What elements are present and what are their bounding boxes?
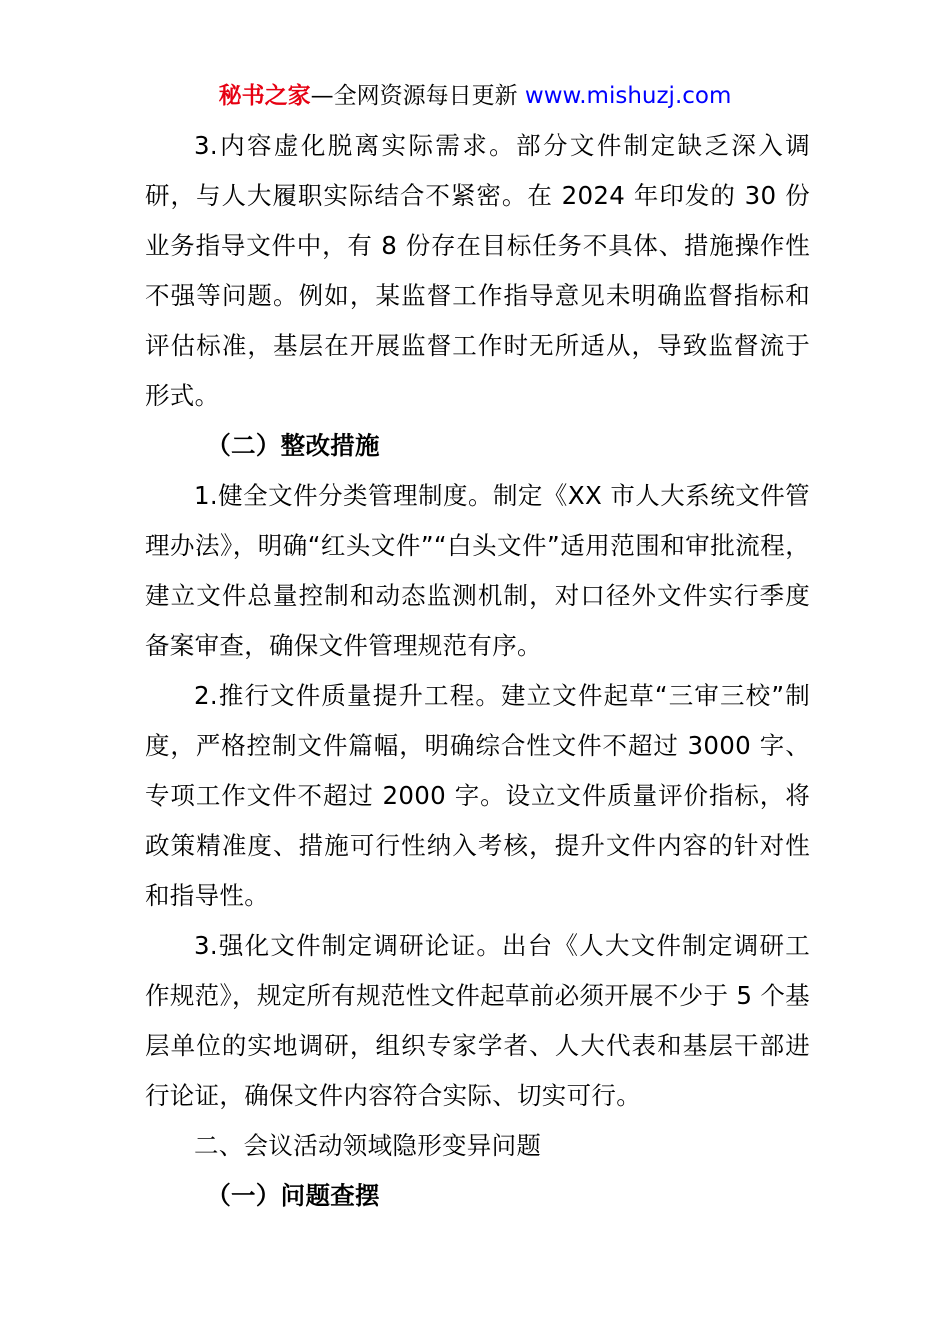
paragraph-content-detachment: 3.内容虚化脱离实际需求。部分文件制定缺乏深入调研，与人大履职实际结合不紧密。在 2024 年印发的 30 份业务指导文件中，有 8 份存在目标任务不具体、措施操作性不强等问题。例如，某监督工作指导意见未明确监督指标和评估标准，基层在开展监督工作时无所适从，导致监督流于形式。: [145, 131, 810, 410]
paragraph-classification-system: 1.健全文件分类管理制度。制定《XX 市人大系统文件管理办法》，明确“红头文件”“白头文件”适用范围和审批流程，建立文件总量控制和动态监测机制，对口径外文件实行季度备案审查，确保文件管理规范有序。: [145, 481, 810, 660]
document-body: [145, 121, 810, 1221]
site-slogan: —全网资源每日更新: [310, 83, 518, 109]
paragraph-quality-project: 2.推行文件质量提升工程。建立文件起草“三审三校”制度，严格控制文件篇幅，明确综合性文件不超过 3000 字、专项工作文件不超过 2000 字。设立文件质量评价指标，将政策精准度、措施可行性纳入考核，提升文件内容的针对性和指导性。: [145, 681, 810, 910]
site-brand: 秘书之家: [218, 83, 311, 109]
site-header: [0, 80, 950, 112]
chapter-heading-meetings: 二、会议活动领域隐形变异问题: [194, 1131, 542, 1160]
site-url-link[interactable]: www.mishuzj.com: [524, 83, 732, 109]
section-heading-problem-review: （一）问题查摆: [206, 1181, 380, 1210]
section-heading-rectification: （二）整改措施: [206, 431, 380, 460]
paragraph-research-demonstration: 3.强化文件制定调研论证。出台《人大文件制定调研工作规范》，规定所有规范性文件起草前必须开展不少于 5 个基层单位的实地调研，组织专家学者、人大代表和基层干部进行论证，确保文件内容符合实际、切实可行。: [145, 931, 810, 1110]
